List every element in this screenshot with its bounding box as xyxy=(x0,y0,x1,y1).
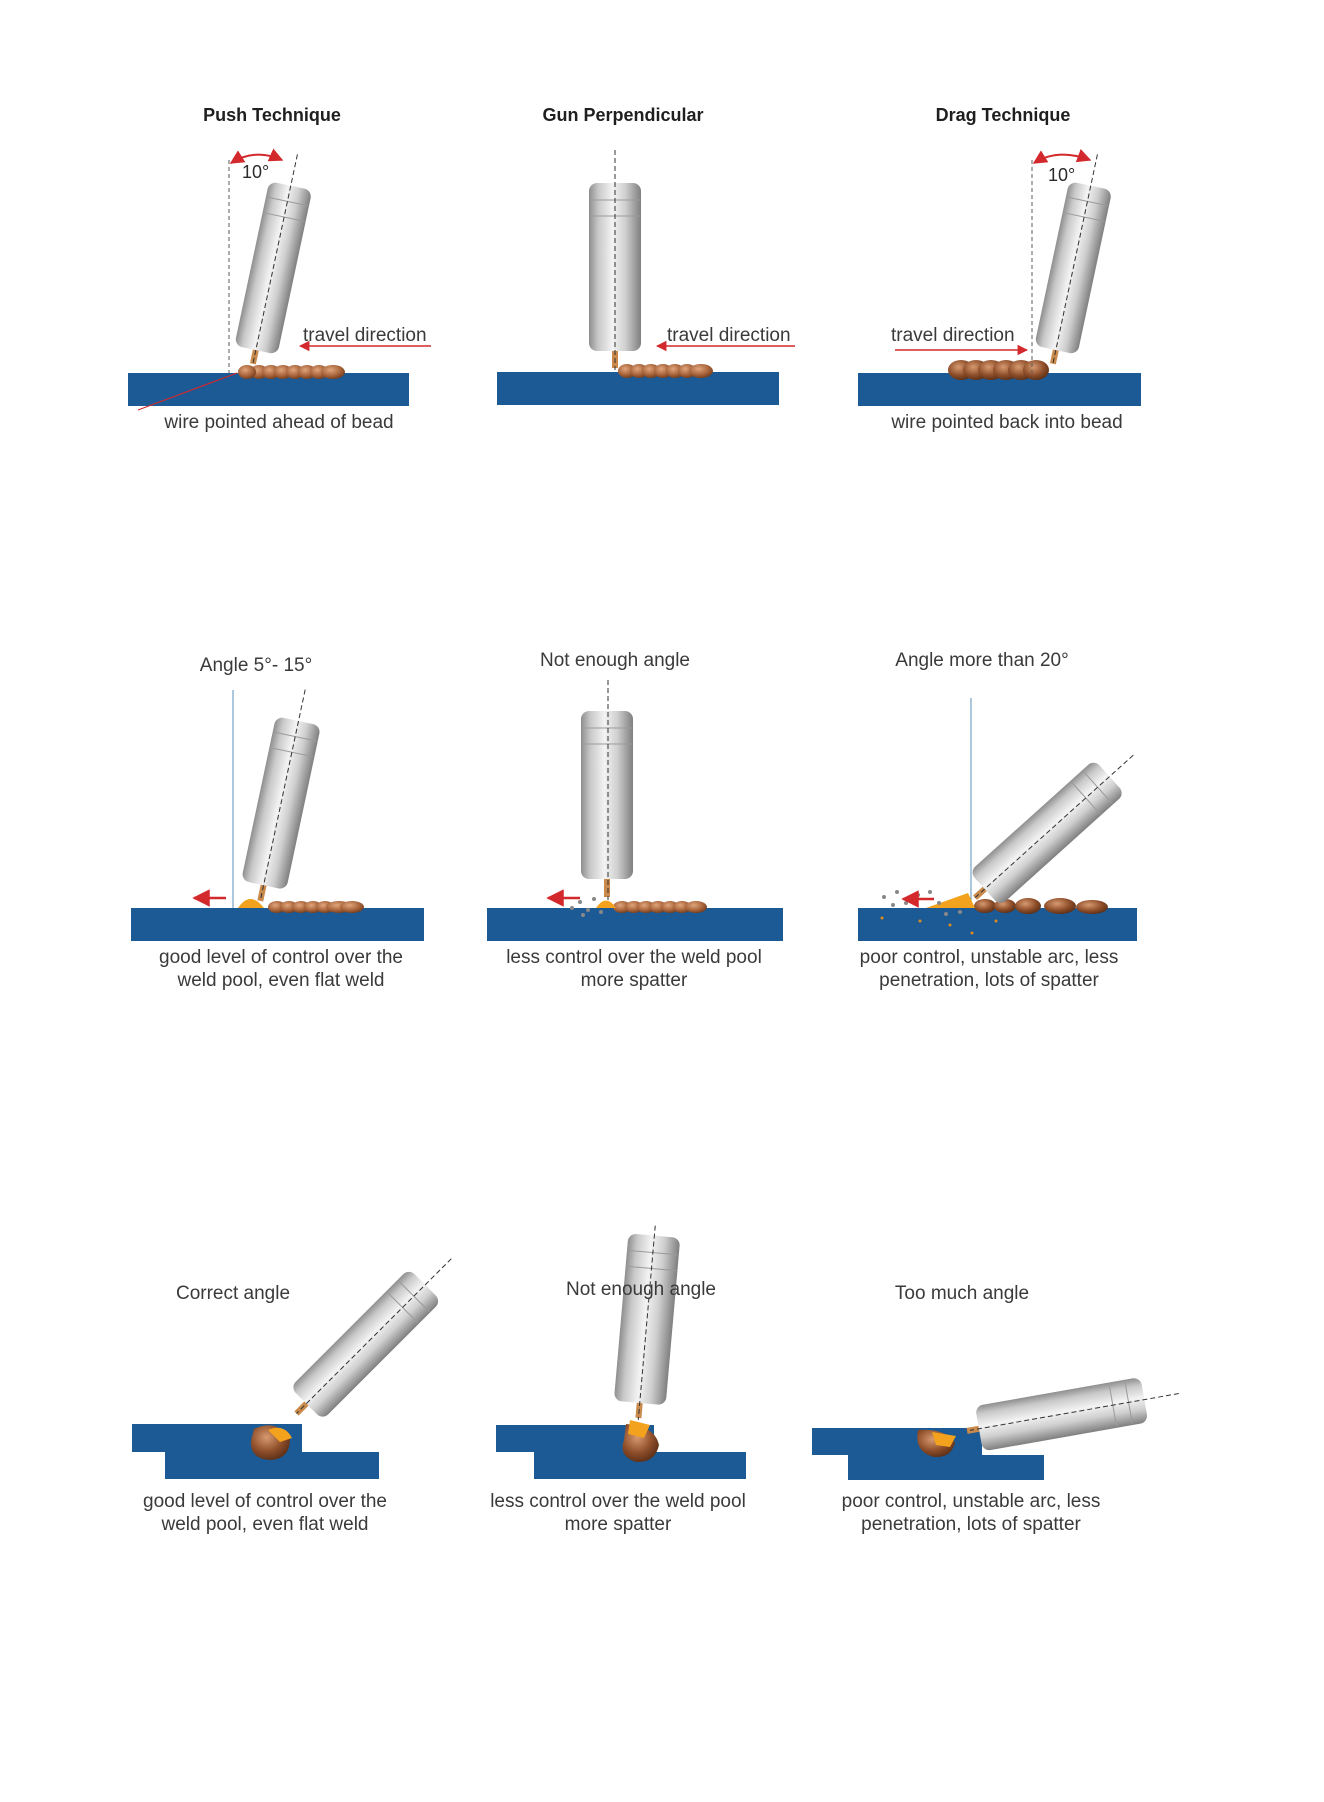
angle-good-label: Angle 5°- 15° xyxy=(199,655,313,676)
joint-low-label: Not enough angle xyxy=(565,1279,717,1300)
angle-good-panel xyxy=(131,655,424,991)
joint-good-caption-line1: good level of control over the xyxy=(143,1491,387,1512)
perp-travel-direction-label: travel direction xyxy=(667,325,791,346)
push-technique-title: Push Technique xyxy=(203,105,341,125)
top-plate xyxy=(812,1428,982,1455)
joint-good-caption-line2: weld pool, even flat weld xyxy=(161,1514,369,1535)
welding-gun-nozzle xyxy=(612,1223,681,1422)
gun-perpendicular-title: Gun Perpendicular xyxy=(542,105,704,125)
angle-low-caption-line1: less control over the weld pool xyxy=(506,947,762,968)
joint-low-caption-line1: less control over the weld pool xyxy=(490,1491,746,1512)
angle-good-caption-line1: good level of control over the xyxy=(159,947,403,968)
angle-high-label: Angle more than 20° xyxy=(895,650,1069,671)
weld-bead xyxy=(238,365,345,379)
angle-good-caption-line2: weld pool, even flat weld xyxy=(177,970,385,991)
weld-bead xyxy=(618,364,713,378)
joint-high-caption-line1: poor control, unstable arc, less xyxy=(841,1491,1101,1512)
weld-bead xyxy=(613,901,707,913)
joint-low-panel xyxy=(490,1223,746,1535)
welding-gun-nozzle xyxy=(280,1242,467,1429)
drag-travel-direction-label: travel direction xyxy=(891,325,1015,346)
joint-high-panel xyxy=(812,1283,1183,1535)
push-technique-panel xyxy=(128,150,431,433)
drag-angle-label: 10° xyxy=(1048,165,1076,185)
angle-low-label: Not enough angle xyxy=(539,650,691,671)
angle-high-panel xyxy=(858,650,1149,991)
weld-bead xyxy=(948,360,1049,380)
push-caption: wire pointed ahead of bead xyxy=(164,412,394,433)
joint-high-label: Too much angle xyxy=(894,1283,1030,1304)
joint-low-caption-line2: more spatter xyxy=(564,1514,672,1535)
welding-gun-nozzle xyxy=(238,685,328,906)
angle-high-caption-line1: poor control, unstable arc, less xyxy=(859,947,1119,968)
drag-caption: wire pointed back into bead xyxy=(891,412,1123,433)
angle-low-panel xyxy=(487,650,783,991)
weld-pool xyxy=(596,901,616,909)
joint-good-panel xyxy=(132,1242,468,1535)
welding-gun-nozzle xyxy=(589,150,641,370)
push-angle-label: 10° xyxy=(242,162,270,182)
welding-gun-nozzle xyxy=(581,680,633,900)
weld-pool xyxy=(926,893,975,908)
bottom-plate xyxy=(848,1455,1044,1480)
angle-low-caption-line2: more spatter xyxy=(580,970,688,991)
angle-high-caption-line2: penetration, lots of spatter xyxy=(879,970,1099,991)
weld-bead xyxy=(268,901,364,913)
angle-arc-arrow xyxy=(1034,155,1090,163)
joint-good-label: Correct angle xyxy=(175,1283,291,1304)
joint-high-caption-line2: penetration, lots of spatter xyxy=(861,1514,1081,1535)
push-travel-direction-label: travel direction xyxy=(303,325,427,346)
drag-technique-title: Drag Technique xyxy=(935,105,1071,125)
welding-gun-nozzle xyxy=(959,738,1149,915)
welding-gun-nozzle xyxy=(963,1371,1183,1454)
gun-perpendicular-panel xyxy=(497,150,795,405)
drag-technique-panel xyxy=(858,150,1141,433)
